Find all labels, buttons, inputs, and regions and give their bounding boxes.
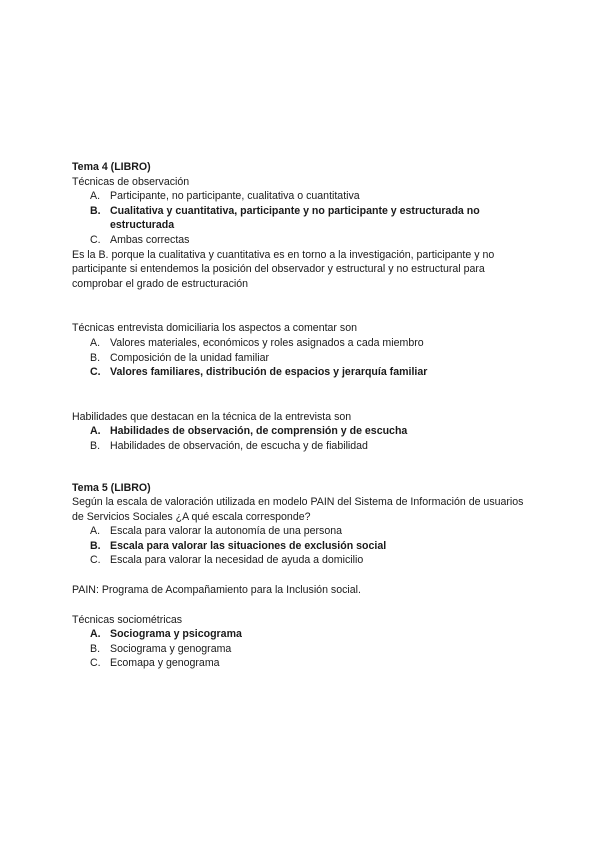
answer-option [72, 642, 532, 657]
option-letter: B. [90, 204, 101, 217]
option-text: Participante, no participante, cualitativa o cuantitativa [110, 190, 360, 203]
answer-option-correct [72, 204, 532, 233]
option-text: Valores materiales, económicos y roles asignados a cada miembro [110, 336, 424, 349]
answer-option [72, 439, 532, 454]
option-letter: C. [90, 233, 101, 246]
answer-option-correct [72, 365, 532, 380]
option-text: Escala para valorar las situaciones de exclusión social [110, 539, 387, 552]
option-text: Habilidades de observación, de escucha y de fiabilidad [110, 439, 368, 452]
document-page [72, 160, 532, 671]
option-letter: A. [90, 425, 101, 438]
question-tecnicas-sociometricas: Técnicas sociométricas [72, 613, 183, 626]
option-text: Sociograma y genograma [110, 642, 232, 655]
section-heading-tema-4: Tema 4 (LIBRO) [72, 161, 151, 173]
question-habilidades-entrevista: Habilidades que destacan en la técnica de la entrevista son [72, 410, 352, 423]
option-letter: C. [90, 554, 101, 567]
option-letter: C. [90, 657, 101, 670]
option-letter: A. [90, 525, 101, 538]
answer-option [72, 189, 532, 204]
answer-option [72, 336, 532, 351]
option-text: Ambas correctas [110, 233, 190, 246]
answer-option [72, 233, 532, 248]
option-letter: C. [90, 366, 101, 379]
answer-option [72, 351, 532, 366]
option-text: Ecomapa y genograma [110, 657, 220, 670]
section-heading-tema-5: Tema 5 (LIBRO) [72, 481, 151, 494]
pain-definition-note: PAIN: Programa de Acompañamiento para la Inclusión social. [72, 584, 361, 597]
answer-option-correct [72, 539, 532, 554]
answer-option-correct [72, 424, 532, 439]
option-text: Habilidades de observación, de comprensión y de escucha [110, 425, 408, 438]
question-escala-pain: Según la escala de valoración utilizada en modelo PAIN del Sistema de Información de usuarios de Servicios Sociales ¿A qué escala corresponde? [72, 496, 524, 523]
option-text: Composición de la unidad familiar [110, 351, 269, 364]
option-text: Sociograma y psicograma [110, 628, 242, 641]
option-letter: B. [90, 351, 101, 364]
answer-option [72, 656, 532, 671]
option-letter: A. [90, 628, 101, 641]
answer-option [72, 553, 532, 568]
option-text: Escala para valorar la autonomía de una persona [110, 525, 343, 538]
option-letter: A. [90, 336, 101, 349]
answer-option [72, 524, 532, 539]
option-letter: B. [90, 642, 101, 655]
option-text: Escala para valorar la necesidad de ayuda a domicilio [110, 554, 364, 567]
option-letter: A. [90, 190, 101, 203]
answer-explanation: Es la B. porque la cualitativa y cuantitativa es en torno a la investigación, participante y no participante si entendemos la posición del observador y estructural y no estructural para comprobar el grado de estructuración [72, 248, 495, 290]
answer-option-correct [72, 627, 532, 642]
question-entrevista-domiciliaria: Técnicas entrevista domiciliaria los aspectos a comentar son [72, 322, 357, 335]
option-text: Valores familiares, distribución de espacios y jerarquía familiar [110, 366, 428, 379]
option-letter: B. [90, 439, 101, 452]
option-text: Cualitativa y cuantitativa, participante y no participante y estructurada no estructurada [110, 204, 480, 232]
question-tecnicas-observacion: Técnicas de observación [72, 175, 190, 188]
option-letter: B. [90, 539, 101, 552]
